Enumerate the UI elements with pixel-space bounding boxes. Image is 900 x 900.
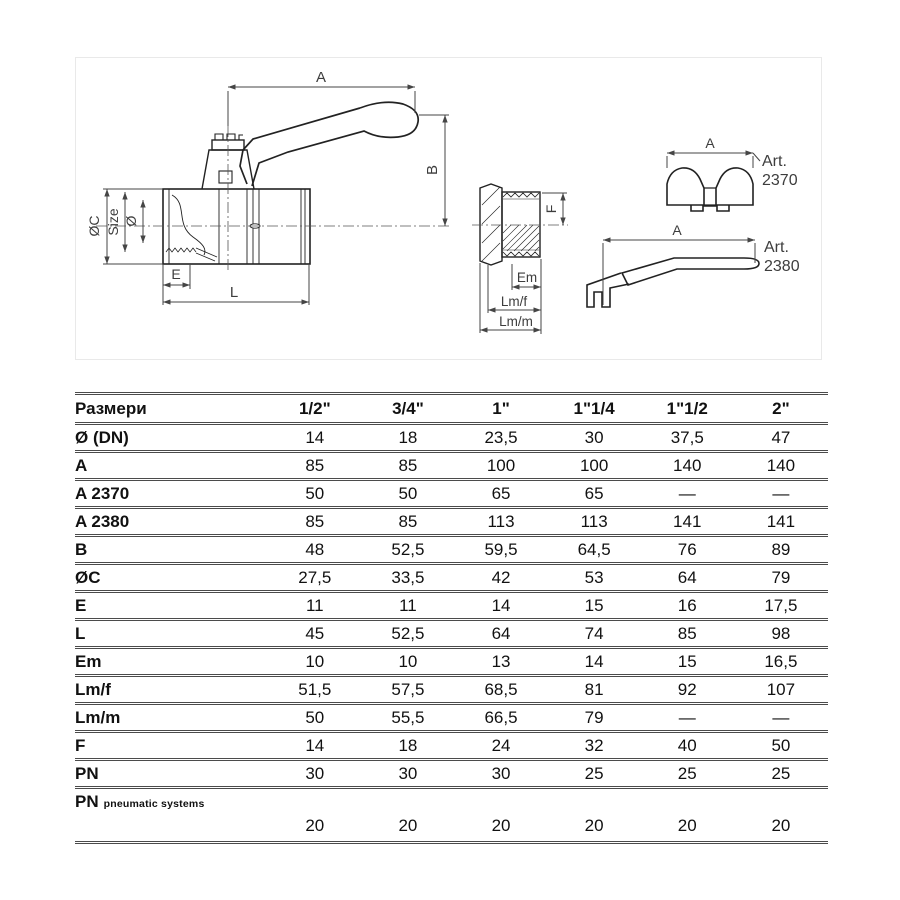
cell-value: 16,5 <box>764 651 798 671</box>
cell-value: 85 <box>305 511 325 531</box>
cell-value: 25 <box>771 763 791 783</box>
cell-value: 45 <box>305 623 325 643</box>
row-label: Lm/m <box>75 707 121 727</box>
cell-value: 14 <box>305 735 325 755</box>
row-label-cell <box>75 452 268 480</box>
table-header-row <box>75 394 828 424</box>
cell-value: — <box>678 707 696 727</box>
cell-value: 40 <box>677 735 697 755</box>
row-label: A 2370 <box>75 483 130 503</box>
cell-value: 20 <box>584 816 604 835</box>
cell-value: 11 <box>399 595 417 615</box>
cell-value: 23,5 <box>484 427 518 447</box>
cell-value: — <box>772 707 790 727</box>
art-2380-number: 2380 <box>764 258 800 275</box>
cell-value: 74 <box>584 623 604 643</box>
cell-value: 64,5 <box>577 539 611 559</box>
table-row <box>75 732 828 760</box>
cell-value: 15 <box>584 595 604 615</box>
spec-table-body <box>75 424 828 843</box>
cell-value: 140 <box>766 455 796 475</box>
dim-label-size: Size <box>105 208 121 236</box>
cell-value: 50 <box>305 483 325 503</box>
dim-label-lmm: Lm/m <box>499 314 533 329</box>
row-label: PN <box>75 763 99 783</box>
valve-side-view <box>163 102 418 264</box>
dim-label-oc: ØC <box>86 215 102 237</box>
cell-value: 59,5 <box>484 539 518 559</box>
cell-value: 50 <box>398 483 418 503</box>
row-label: ØC <box>75 567 101 587</box>
dim-label-a-2370: A <box>705 135 715 151</box>
column-header: 2" <box>772 398 790 418</box>
row-label-cell <box>75 760 268 788</box>
column-header: 1"1/2 <box>666 398 708 418</box>
row-label: PN <box>75 792 99 811</box>
cell-value: 66,5 <box>484 707 518 727</box>
table-row <box>75 536 828 564</box>
row-label-cell <box>75 480 268 508</box>
cell-value: 113 <box>487 511 515 531</box>
cell-value: 20 <box>771 816 791 835</box>
dim-label-f: F <box>543 204 559 214</box>
row-label-cell <box>75 508 268 536</box>
cell-value: 32 <box>584 735 604 755</box>
column-header: 1/2" <box>298 398 331 418</box>
table-row <box>75 788 828 843</box>
table-row <box>75 480 828 508</box>
table-row <box>75 564 828 592</box>
cell-value: 50 <box>305 707 325 727</box>
cell-value: — <box>772 483 790 503</box>
wing-handle-dimension <box>667 153 760 168</box>
valve-dimension-lines <box>103 87 449 305</box>
cell-value: 51,5 <box>298 679 332 699</box>
cell-value: 65 <box>491 483 511 503</box>
cell-value: 20 <box>677 816 697 835</box>
cell-value: 141 <box>673 511 702 531</box>
cell-value: 57,5 <box>391 679 425 699</box>
column-header: 3/4" <box>392 398 424 418</box>
cell-value: 98 <box>771 623 791 643</box>
row-label-cell <box>75 648 268 676</box>
cell-value: 81 <box>584 679 604 699</box>
table-row <box>75 676 828 704</box>
dim-label-b: B <box>424 164 441 176</box>
cell-value: 20 <box>305 816 325 835</box>
lever-handle-drawing <box>587 258 759 307</box>
cell-value: 48 <box>305 539 325 559</box>
table-row <box>75 424 828 452</box>
cell-value: 37,5 <box>670 427 704 447</box>
dim-label-e: E <box>171 266 181 282</box>
row-label: A <box>75 455 88 475</box>
column-header: 1" <box>492 398 510 418</box>
cell-value: 30 <box>305 763 325 783</box>
cell-value: 53 <box>584 567 604 587</box>
cell-value: 30 <box>584 427 604 447</box>
cell-value: 20 <box>398 816 418 835</box>
cell-value: 20 <box>491 816 511 835</box>
cell-value: 18 <box>398 735 418 755</box>
row-label: Ø (DN) <box>75 427 129 447</box>
valve-technical-drawing <box>76 58 821 359</box>
cell-value: 25 <box>677 763 697 783</box>
table-row <box>75 592 828 620</box>
cell-value: 47 <box>771 427 791 447</box>
column-header: 1"1/4 <box>573 398 615 418</box>
row-label: L <box>75 623 86 643</box>
cell-value: 33,5 <box>391 567 425 587</box>
row-label: F <box>75 735 86 755</box>
cell-value: 30 <box>491 763 511 783</box>
row-label-cell <box>75 676 268 704</box>
row-label: Em <box>75 651 102 671</box>
cell-value: 52,5 <box>391 623 425 643</box>
table-row <box>75 620 828 648</box>
cell-value: 11 <box>305 595 324 615</box>
dim-label-a-2380: A <box>672 222 682 238</box>
row-label: B <box>75 539 88 559</box>
cell-value: 100 <box>579 455 609 475</box>
row-label: A 2380 <box>75 511 130 531</box>
cell-value: 141 <box>766 511 796 531</box>
cell-value: 89 <box>771 539 791 559</box>
dimensions-table <box>75 392 828 844</box>
cell-value: 14 <box>491 595 511 615</box>
cell-value: 42 <box>491 567 511 587</box>
dim-label-lmf: Lm/f <box>500 294 528 309</box>
cell-value: 14 <box>584 651 604 671</box>
row-label-cell <box>75 592 268 620</box>
table-row <box>75 648 828 676</box>
cell-value: 100 <box>486 455 516 475</box>
cell-value: 24 <box>491 735 511 755</box>
cell-value: 85 <box>305 455 325 475</box>
dim-label-a: A <box>315 69 327 86</box>
valve-centerlines <box>96 126 450 270</box>
row-label-cell <box>75 564 268 592</box>
cell-value: 30 <box>398 763 418 783</box>
row-label-cell <box>75 788 268 843</box>
cell-value: 64 <box>491 623 511 643</box>
art-2370-label: Art. <box>762 153 787 170</box>
cell-value: 76 <box>677 539 697 559</box>
cell-value: 10 <box>305 651 325 671</box>
cell-value: 79 <box>771 567 791 587</box>
cell-value: 79 <box>584 707 604 727</box>
cell-value: 18 <box>398 427 418 447</box>
art-2380-label: Art. <box>764 239 789 256</box>
cell-value: 27,5 <box>298 567 332 587</box>
dim-label-em: Em <box>516 270 538 285</box>
art-2370-number: 2370 <box>762 172 798 189</box>
cell-value: 92 <box>677 679 697 699</box>
cell-value: 50 <box>771 735 791 755</box>
cell-value: 68,5 <box>484 679 518 699</box>
cell-value: 107 <box>766 679 796 699</box>
cell-value: 16 <box>677 595 697 615</box>
row-label: Lm/f <box>75 679 111 699</box>
cell-value: 113 <box>580 511 608 531</box>
table-row <box>75 760 828 788</box>
cell-value: 15 <box>677 651 697 671</box>
row-label-cell <box>75 732 268 760</box>
column-header-sizes: Размери <box>75 398 147 418</box>
row-label: E <box>75 595 87 615</box>
cell-value: 52,5 <box>391 539 425 559</box>
table-row <box>75 704 828 732</box>
table-row <box>75 508 828 536</box>
dim-label-dia: Ø <box>123 215 139 227</box>
cell-value: 85 <box>398 511 418 531</box>
cell-value: 55,5 <box>391 707 425 727</box>
row-sublabel: pneumatic systems <box>103 798 205 810</box>
cell-value: 64 <box>677 567 697 587</box>
table-row <box>75 452 828 480</box>
cell-value: 65 <box>584 483 604 503</box>
row-label-cell <box>75 620 268 648</box>
cell-value: 13 <box>491 651 511 671</box>
fitting-section-view <box>480 184 540 265</box>
cell-value: 85 <box>398 455 418 475</box>
row-label-cell <box>75 536 268 564</box>
cell-value: 140 <box>673 455 702 475</box>
technical-drawing-panel <box>75 57 822 360</box>
row-label-cell <box>75 424 268 452</box>
wing-handle-drawing <box>667 168 753 211</box>
cell-value: 17,5 <box>764 595 798 615</box>
cell-value: 85 <box>677 623 697 643</box>
dim-label-l: L <box>229 284 239 301</box>
cell-value: 25 <box>584 763 604 783</box>
cell-value: 10 <box>398 651 418 671</box>
cell-value: 14 <box>305 427 325 447</box>
row-label-cell <box>75 704 268 732</box>
cell-value: — <box>678 483 696 503</box>
